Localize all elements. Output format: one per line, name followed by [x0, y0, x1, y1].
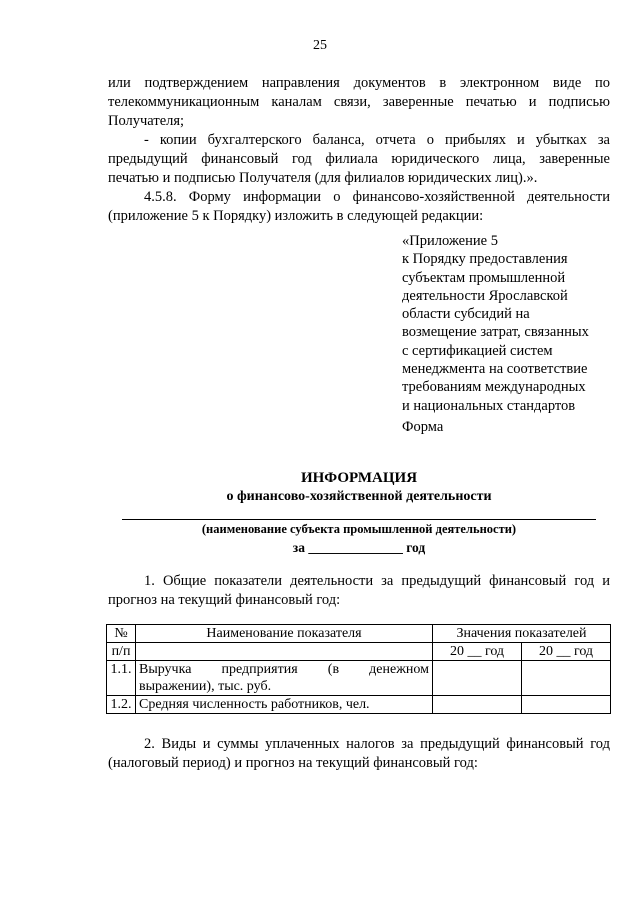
appendix-note — [402, 232, 612, 415]
row-number: 1.1. — [107, 661, 136, 696]
row-name — [136, 661, 433, 696]
row-name-line: выражении), тыс. руб. — [139, 679, 272, 694]
table-row — [107, 661, 611, 696]
row-number: 1.2. — [107, 696, 136, 714]
appendix-line: области субсидий на — [402, 306, 530, 323]
appendix-line: требованиям международных — [402, 379, 586, 396]
appendix-line: к Порядку предоставления — [402, 251, 568, 268]
row-name: Средняя численность работников, чел. — [136, 696, 433, 714]
clause-line: (приложение 5 к Порядку) изложить в следующей редакции: — [108, 208, 484, 224]
section-2-line: 2. Виды и суммы уплаченных налогов за предыдущий финансовый год — [144, 736, 610, 752]
table-row — [107, 696, 611, 714]
table-header-row — [107, 625, 611, 643]
clause-paragraph — [108, 188, 610, 226]
year-column-1: 20 __ год — [433, 643, 522, 661]
intro-line: или подтверждением направления документов в электронном виде по — [108, 75, 610, 91]
intro-line: Получателя; — [108, 113, 185, 129]
subject-name-line — [122, 519, 596, 520]
value-cell[interactable] — [522, 696, 611, 714]
bullet-line: - копии бухгалтерского баланса, отчета о прибылях и убытках за — [144, 132, 610, 148]
row-name-line: Выручка предприятия (в денежном — [139, 662, 429, 677]
value-cell[interactable] — [433, 696, 522, 714]
appendix-line: деятельности Ярославской — [402, 287, 568, 304]
value-cell[interactable] — [522, 661, 611, 696]
forma-label: Форма — [402, 419, 444, 435]
bullet-line: предыдущий финансовый год филиала юридического лица, заверенные — [108, 151, 610, 167]
document-subtitle: о финансово-хозяйственной деятельности — [226, 489, 492, 504]
header-name-blank — [136, 643, 433, 661]
header-num: № — [107, 625, 136, 643]
bullet-line: печатью и подписью Получателя (для филиалов юридических лиц).». — [108, 170, 538, 186]
appendix-line: с сертификацией систем — [402, 342, 553, 359]
section-1-line: 1. Общие показатели деятельности за предыдущий финансовый год и — [144, 573, 610, 589]
subject-caption: (наименование субъекта промышленной деятельности) — [201, 522, 517, 536]
appendix-line: и национальных стандартов — [402, 397, 576, 414]
section-1-line: прогноз на текущий финансовый год: — [108, 592, 341, 608]
document-title: ИНФОРМАЦИЯ — [300, 470, 418, 486]
intro-line: телекоммуникационным каналам связи, заверенные печатью и подписью — [108, 94, 610, 110]
section-2-line: (налоговый период) и прогноз на текущий финансовый год: — [108, 755, 478, 771]
intro-paragraph — [108, 74, 610, 131]
appendix-line: менеджмента на соответствие — [402, 361, 588, 378]
year-line: за ______________ год — [292, 540, 426, 555]
appendix-line: субъектам промышленной — [402, 269, 566, 286]
indicators-table — [106, 624, 611, 714]
appendix-line: возмещение затрат, связанных — [402, 324, 589, 341]
section-2-paragraph — [108, 735, 610, 773]
header-num-sub: п/п — [107, 643, 136, 661]
year-column-2: 20 __ год — [522, 643, 611, 661]
value-cell[interactable] — [433, 661, 522, 696]
header-name: Наименование показателя — [136, 625, 433, 643]
header-values: Значения показателей — [433, 625, 611, 643]
page-number: 25 — [313, 38, 327, 53]
appendix-line: «Приложение 5 — [402, 233, 498, 249]
clause-line: 4.5.8. Форму информации о финансово-хозяйственной деятельности — [144, 189, 610, 205]
section-1-paragraph — [108, 572, 610, 610]
bullet-paragraph — [108, 131, 610, 188]
table-header-row — [107, 643, 611, 661]
